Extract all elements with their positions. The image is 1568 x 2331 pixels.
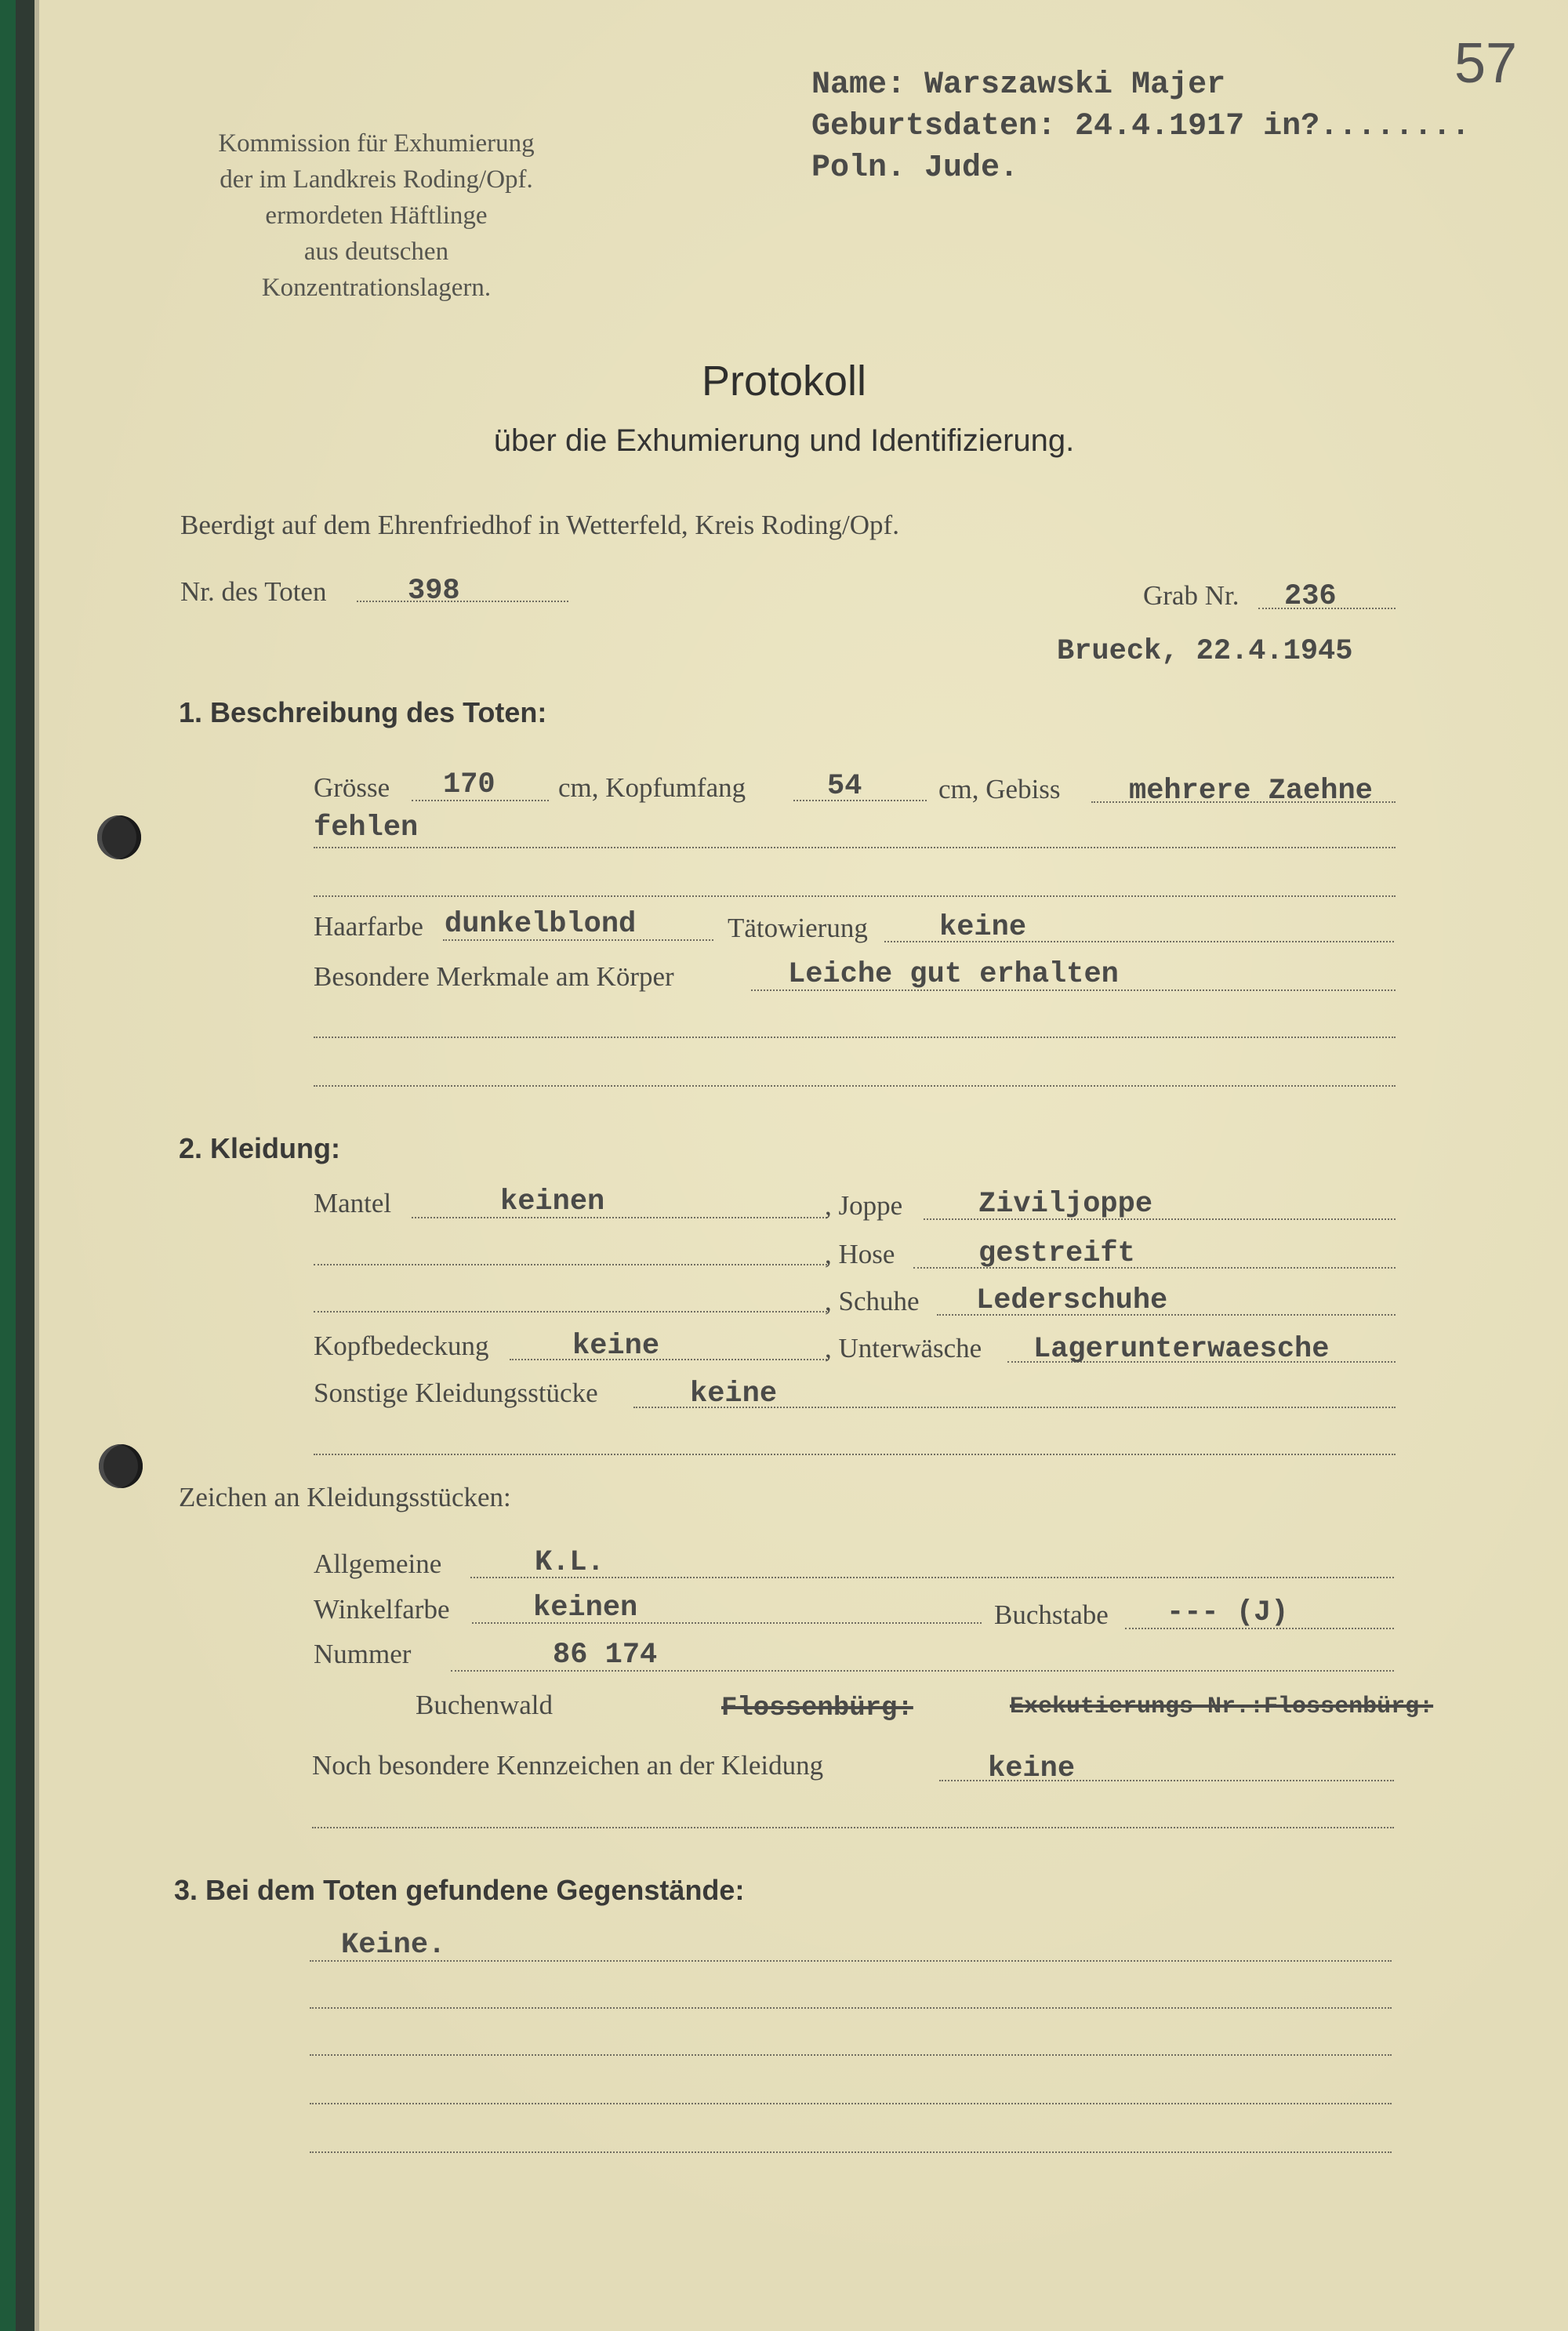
page-number: 57: [1454, 32, 1518, 95]
nr-field-line: [357, 601, 568, 602]
commission-line: der im Landkreis Roding/Opf.: [220, 165, 533, 194]
section-1-heading: 1. Beschreibung des Toten:: [179, 696, 547, 728]
section-2-heading: 2. Kleidung:: [179, 1132, 340, 1164]
unterwaesche-value: Lagerunterwaesche: [1033, 1333, 1330, 1366]
sonstige-label: Sonstige Kleidungsstücke: [314, 1378, 598, 1408]
line-3a: [310, 1960, 1392, 1962]
typed-origin-line: Poln. Jude.: [811, 151, 1019, 186]
merkmale-label: Besondere Merkmale am Körper: [314, 961, 674, 992]
nr-label: Nr. des Toten: [180, 576, 327, 607]
page-subtitle: über die Exhumierung und Identifizierung.: [493, 423, 1075, 458]
gebiss-value: mehrere Zaehne: [1129, 775, 1373, 808]
schuhe-left-line: [314, 1311, 827, 1313]
kopfbedeckung-field-line: [510, 1359, 827, 1360]
mantel-value: keinen: [500, 1185, 605, 1218]
nummer-label: Nummer: [314, 1639, 412, 1669]
line-2f: [314, 1454, 1396, 1455]
commission-line: Kommission für Exhumierung: [218, 129, 535, 158]
typed-name-line: Name: Warszawski Majer: [811, 67, 1226, 103]
typed-birth-line: Geburtsdaten: 24.4.1917 in?........: [811, 109, 1471, 144]
line-1e: [314, 1085, 1396, 1087]
burial-line: Beerdigt auf dem Ehrenfriedhof in Wetterfeld, Kreis Roding/Opf.: [180, 510, 899, 540]
punch-hole: [99, 1444, 143, 1488]
line-3c: [310, 2054, 1392, 2056]
paper-edge: [34, 0, 39, 2331]
mantel-field-line: [412, 1217, 827, 1218]
schuhe-label: , Schuhe: [825, 1286, 920, 1316]
gebiss-continuation: fehlen: [314, 811, 419, 844]
buchstabe-value: --- (J): [1167, 1596, 1289, 1629]
haarfarbe-label: Haarfarbe: [314, 911, 423, 942]
buchenwald-label: Buchenwald: [416, 1690, 553, 1720]
grave-label: Grab Nr.: [1143, 580, 1240, 611]
commission-header: [196, 125, 557, 306]
struck-execution-label: Exekutierungs-Nr.:Flossenbürg:: [1010, 1694, 1434, 1720]
haarfarbe-value: dunkelblond: [445, 908, 637, 941]
hose-label: , Hose: [825, 1239, 895, 1269]
mantel-label: Mantel: [314, 1188, 392, 1218]
line-3d: [310, 2103, 1392, 2104]
nummer-value: 86 174: [553, 1639, 658, 1672]
kopfumfang-label: cm, Kopfumfang: [558, 772, 746, 803]
commission-line: ermordeten Häftlinge: [265, 202, 488, 230]
schuhe-value: Lederschuhe: [976, 1284, 1168, 1317]
sonstige-value: keine: [690, 1378, 778, 1411]
struck-camp-label: Flossenbürg:: [721, 1694, 913, 1723]
nr-value: 398: [408, 575, 460, 608]
place-date: Brueck, 22.4.1945: [1057, 635, 1353, 668]
gebiss-label: cm, Gebiss: [938, 774, 1061, 804]
winkelfarbe-value: keinen: [533, 1592, 638, 1625]
kopfbedeckung-value: keine: [572, 1330, 660, 1363]
allgemeine-field-line: [470, 1577, 1394, 1578]
section-3-value: Keine.: [341, 1929, 446, 1962]
allgemeine-value: K.L.: [535, 1546, 604, 1579]
unterwaesche-label: , Unterwäsche: [825, 1333, 982, 1363]
joppe-label: , Joppe: [825, 1190, 903, 1221]
page-title: Protokoll: [701, 358, 867, 405]
merkmale-value: Leiche gut erhalten: [788, 958, 1119, 991]
line-1c: [314, 895, 1396, 897]
taetowierung-label: Tätowierung: [728, 913, 868, 943]
winkelfarbe-label: Winkelfarbe: [314, 1594, 450, 1625]
line-1b: [314, 847, 1396, 848]
line-3e: [310, 2151, 1392, 2153]
grave-value: 236: [1284, 580, 1337, 613]
noch-label: Noch besondere Kennzeichen an der Kleidung: [312, 1750, 824, 1781]
noch-value: keine: [988, 1752, 1076, 1785]
kopfbedeckung-label: Kopfbedeckung: [314, 1331, 489, 1361]
section-3-heading: 3. Bei dem Toten gefundene Gegenstände:: [174, 1874, 745, 1906]
folder-edge-shadow: [16, 0, 34, 2331]
typed-identity-block: [811, 64, 1470, 189]
kopfumfang-value: 54: [827, 770, 862, 803]
line-1d: [314, 1037, 1396, 1038]
zeichen-heading: Zeichen an Kleidungsstücken:: [179, 1482, 511, 1512]
groesse-label: Grösse: [314, 772, 390, 803]
hose-left-line: [314, 1264, 827, 1265]
allgemeine-label: Allgemeine: [314, 1549, 442, 1579]
commission-line: aus deutschen Konzentrationslagern.: [261, 238, 492, 302]
hose-value: gestreift: [978, 1237, 1135, 1270]
folder-edge: [0, 0, 16, 2331]
buchstabe-label: Buchstabe: [994, 1599, 1109, 1630]
groesse-value: 170: [443, 768, 495, 801]
line-3b: [310, 2007, 1392, 2009]
punch-hole: [97, 815, 141, 859]
joppe-value: Ziviljoppe: [978, 1188, 1153, 1221]
line-z: [312, 1827, 1394, 1828]
taetowierung-value: keine: [939, 911, 1027, 944]
